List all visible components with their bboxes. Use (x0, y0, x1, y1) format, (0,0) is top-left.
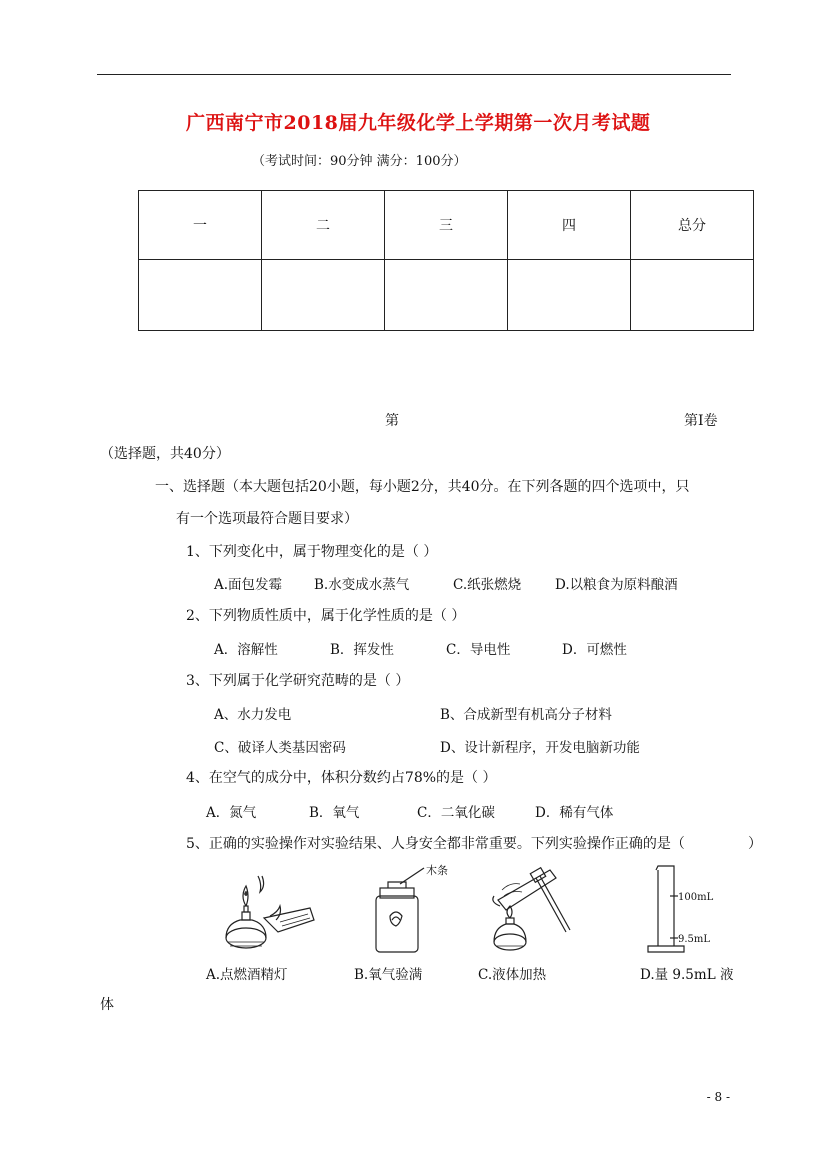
q5-option-b[interactable]: B.氧气验满 (354, 967, 423, 983)
score-cell-2[interactable] (262, 260, 385, 331)
part-label-left: 第 (385, 413, 399, 429)
q1-option-a[interactable]: A.面包发霉 (214, 577, 283, 593)
score-header-1: 一 (139, 191, 262, 260)
q5-option-a[interactable]: A.点燃酒精灯 (206, 967, 288, 983)
figure-a-alcohol-lamp (218, 866, 318, 956)
score-header-total: 总分 (631, 191, 754, 260)
q3-option-a[interactable]: A、水力发电 (214, 707, 292, 723)
q1-option-c[interactable]: C.纸张燃烧 (453, 577, 522, 593)
q2-option-a[interactable]: A．溶解性 (214, 642, 278, 658)
score-cell-total[interactable] (631, 260, 754, 331)
page-number: - 8 - (706, 1090, 730, 1104)
section-instruction-1: 一、选择题（本大题包括20小题，每小题2分，共40分。在下列各题的四个选项中，只 (155, 479, 690, 495)
q5-option-c[interactable]: C.液体加热 (478, 967, 547, 983)
q3-option-d[interactable]: D、设计新程序，开发电脑新功能 (440, 740, 640, 756)
q4-option-d[interactable]: D．稀有气体 (535, 805, 614, 821)
score-cell-1[interactable] (139, 260, 262, 331)
score-table (138, 190, 754, 331)
q1-option-b[interactable]: B.水变成水蒸气 (314, 577, 410, 593)
score-header-2: 二 (262, 191, 385, 260)
header-rule (97, 74, 731, 75)
figure-b-stick-label: 木条 (426, 864, 448, 877)
section-instruction-2: 有一个选项最符合题目要求） (176, 511, 358, 527)
part-label-right: 第Ⅰ卷 (684, 413, 718, 429)
q2-option-c[interactable]: C．导电性 (446, 642, 511, 658)
question-5-stem: 5、正确的实验操作对实验结果、人身安全都非常重要。下列实验操作正确的是（ (186, 836, 685, 852)
exam-subtitle: （考试时间：90分钟 满分：100分） (252, 154, 467, 169)
figure-d-bottom-mark: 9.5mL (678, 934, 711, 945)
part-note: （选择题，共40分） (100, 446, 230, 462)
q3-option-b[interactable]: B、合成新型有机高分子材料 (440, 707, 612, 723)
question-2-stem: 2、下列物质性质中，属于化学性质的是（ ） (186, 608, 466, 624)
q5-option-d-continued: 体 (100, 997, 114, 1013)
score-cell-4[interactable] (508, 260, 631, 331)
score-cell-3[interactable] (385, 260, 508, 331)
figure-d-graduated-cylinder (640, 862, 730, 956)
q2-option-b[interactable]: B．挥发性 (330, 642, 394, 658)
exam-title: 广西南宁市2018届九年级化学上学期第一次月考试题 (186, 112, 651, 134)
q1-option-d[interactable]: D.以粮食为原料酿酒 (555, 577, 678, 593)
figure-b-oxygen-bottle (366, 862, 466, 956)
figure-c-liquid-heating (480, 862, 584, 956)
score-header-4: 四 (508, 191, 631, 260)
q2-option-d[interactable]: D．可燃性 (562, 642, 627, 658)
q4-option-b[interactable]: B．氧气 (309, 805, 360, 821)
question-3-stem: 3、下列属于化学研究范畴的是（ ） (186, 673, 410, 689)
question-1-stem: 1、下列变化中，属于物理变化的是（ ） (186, 544, 438, 560)
figure-d-top-mark: 100mL (678, 892, 714, 903)
question-5-paren-close: ） (748, 836, 762, 852)
q4-option-a[interactable]: A．氮气 (206, 805, 257, 821)
score-header-3: 三 (385, 191, 508, 260)
q5-option-d[interactable]: D.量 9.5mL 液 (640, 967, 734, 983)
q4-option-c[interactable]: C．二氧化碳 (417, 805, 495, 821)
q3-option-c[interactable]: C、破译人类基因密码 (214, 740, 346, 756)
question-4-stem: 4、在空气的成分中，体积分数约占78%的是（ ） (186, 770, 497, 786)
